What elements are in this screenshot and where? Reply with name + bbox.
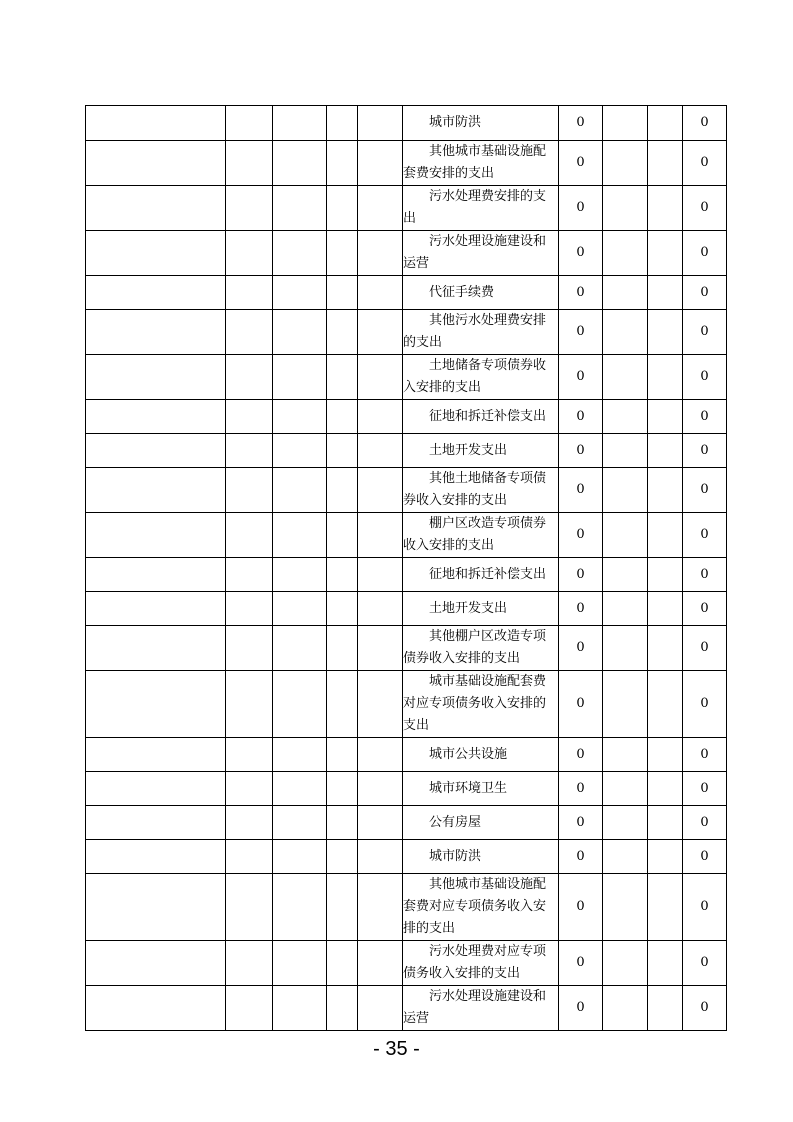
item-value: 0 — [559, 840, 603, 874]
empty-cell — [603, 231, 648, 276]
table-row — [86, 738, 727, 772]
item-name: 其他城市基础设施配套费安排的支出 — [403, 141, 559, 186]
empty-cell — [603, 355, 648, 400]
empty-cell — [648, 738, 683, 772]
item-value: 0 — [683, 355, 727, 400]
empty-cell — [273, 513, 327, 558]
item-name: 城市防洪 — [403, 106, 559, 141]
empty-cell — [327, 806, 358, 840]
empty-cell — [358, 986, 403, 1031]
empty-cell — [648, 874, 683, 941]
empty-cell — [648, 941, 683, 986]
empty-cell — [603, 806, 648, 840]
empty-cell — [86, 806, 226, 840]
empty-cell — [327, 874, 358, 941]
empty-cell — [603, 106, 648, 141]
empty-cell — [226, 738, 273, 772]
empty-cell — [603, 186, 648, 231]
item-value: 0 — [559, 186, 603, 231]
empty-cell — [226, 141, 273, 186]
item-value: 0 — [683, 434, 727, 468]
empty-cell — [603, 434, 648, 468]
item-value: 0 — [683, 874, 727, 941]
table-row — [86, 468, 727, 513]
empty-cell — [603, 671, 648, 738]
empty-cell — [273, 806, 327, 840]
item-value: 0 — [683, 106, 727, 141]
empty-cell — [226, 513, 273, 558]
item-value: 0 — [683, 141, 727, 186]
item-name: 污水处理设施建设和运营 — [403, 231, 559, 276]
empty-cell — [603, 468, 648, 513]
empty-cell — [273, 840, 327, 874]
empty-cell — [86, 400, 226, 434]
item-value: 0 — [683, 671, 727, 738]
empty-cell — [226, 874, 273, 941]
item-value: 0 — [683, 276, 727, 310]
empty-cell — [86, 558, 226, 592]
item-value: 0 — [559, 231, 603, 276]
empty-cell — [327, 558, 358, 592]
table-row — [86, 986, 727, 1031]
empty-cell — [358, 558, 403, 592]
empty-cell — [327, 231, 358, 276]
empty-cell — [358, 806, 403, 840]
item-name: 城市基础设施配套费对应专项债务收入安排的支出 — [403, 671, 559, 738]
empty-cell — [358, 231, 403, 276]
empty-cell — [648, 186, 683, 231]
empty-cell — [86, 874, 226, 941]
empty-cell — [327, 738, 358, 772]
empty-cell — [358, 671, 403, 738]
empty-cell — [648, 592, 683, 626]
empty-cell — [273, 468, 327, 513]
empty-cell — [226, 434, 273, 468]
empty-cell — [86, 310, 226, 355]
empty-cell — [358, 434, 403, 468]
empty-cell — [86, 276, 226, 310]
empty-cell — [86, 468, 226, 513]
empty-cell — [226, 186, 273, 231]
item-name: 城市环境卫生 — [403, 772, 559, 806]
empty-cell — [273, 671, 327, 738]
empty-cell — [648, 986, 683, 1031]
item-name: 征地和拆迁补偿支出 — [403, 558, 559, 592]
item-name: 其他城市基础设施配套费对应专项债务收入安排的支出 — [403, 874, 559, 941]
empty-cell — [327, 400, 358, 434]
item-value: 0 — [559, 772, 603, 806]
empty-cell — [358, 310, 403, 355]
item-value: 0 — [559, 310, 603, 355]
empty-cell — [86, 355, 226, 400]
empty-cell — [327, 671, 358, 738]
empty-cell — [358, 186, 403, 231]
empty-cell — [358, 772, 403, 806]
table-row — [86, 626, 727, 671]
item-value: 0 — [683, 840, 727, 874]
empty-cell — [273, 231, 327, 276]
table-row — [86, 941, 727, 986]
empty-cell — [603, 626, 648, 671]
item-name: 污水处理设施建设和运营 — [403, 986, 559, 1031]
item-value: 0 — [683, 772, 727, 806]
empty-cell — [226, 310, 273, 355]
empty-cell — [358, 276, 403, 310]
empty-cell — [226, 400, 273, 434]
empty-cell — [86, 141, 226, 186]
empty-cell — [273, 941, 327, 986]
empty-cell — [648, 276, 683, 310]
table-row — [86, 592, 727, 626]
empty-cell — [603, 310, 648, 355]
table-row — [86, 141, 727, 186]
table-row — [86, 355, 727, 400]
item-value: 0 — [559, 671, 603, 738]
page-number: - 35 - — [373, 1038, 420, 1060]
empty-cell — [86, 671, 226, 738]
item-value: 0 — [683, 986, 727, 1031]
empty-cell — [86, 434, 226, 468]
empty-cell — [603, 941, 648, 986]
empty-cell — [358, 106, 403, 141]
item-name: 土地开发支出 — [403, 434, 559, 468]
empty-cell — [358, 941, 403, 986]
empty-cell — [648, 310, 683, 355]
item-name: 污水处理费对应专项债务收入安排的支出 — [403, 941, 559, 986]
table-row — [86, 806, 727, 840]
empty-cell — [358, 141, 403, 186]
empty-cell — [648, 626, 683, 671]
empty-cell — [603, 986, 648, 1031]
empty-cell — [603, 141, 648, 186]
item-value: 0 — [683, 400, 727, 434]
empty-cell — [226, 840, 273, 874]
item-value: 0 — [559, 468, 603, 513]
item-name: 代征手续费 — [403, 276, 559, 310]
empty-cell — [226, 592, 273, 626]
empty-cell — [86, 231, 226, 276]
item-name: 城市防洪 — [403, 840, 559, 874]
item-value: 0 — [559, 276, 603, 310]
empty-cell — [273, 400, 327, 434]
table-row — [86, 310, 727, 355]
empty-cell — [603, 276, 648, 310]
empty-cell — [226, 468, 273, 513]
item-value: 0 — [559, 986, 603, 1031]
empty-cell — [86, 186, 226, 231]
empty-cell — [273, 874, 327, 941]
item-name: 土地储备专项债券收入安排的支出 — [403, 355, 559, 400]
empty-cell — [226, 986, 273, 1031]
empty-cell — [327, 310, 358, 355]
empty-cell — [226, 355, 273, 400]
table-row — [86, 276, 727, 310]
item-value: 0 — [683, 626, 727, 671]
table-row — [86, 558, 727, 592]
empty-cell — [273, 592, 327, 626]
empty-cell — [327, 986, 358, 1031]
empty-cell — [648, 355, 683, 400]
table-row — [86, 186, 727, 231]
item-value: 0 — [559, 513, 603, 558]
empty-cell — [358, 468, 403, 513]
item-value: 0 — [559, 355, 603, 400]
empty-cell — [358, 738, 403, 772]
item-value: 0 — [559, 592, 603, 626]
empty-cell — [226, 558, 273, 592]
item-name: 污水处理费安排的支出 — [403, 186, 559, 231]
empty-cell — [226, 806, 273, 840]
empty-cell — [603, 840, 648, 874]
empty-cell — [226, 276, 273, 310]
empty-cell — [648, 106, 683, 141]
empty-cell — [273, 186, 327, 231]
item-value: 0 — [559, 106, 603, 141]
empty-cell — [226, 626, 273, 671]
table-row — [86, 772, 727, 806]
empty-cell — [226, 941, 273, 986]
empty-cell — [327, 106, 358, 141]
empty-cell — [327, 355, 358, 400]
empty-cell — [648, 558, 683, 592]
table-row — [86, 513, 727, 558]
empty-cell — [648, 671, 683, 738]
empty-cell — [86, 986, 226, 1031]
item-value: 0 — [683, 806, 727, 840]
item-name: 棚户区改造专项债券收入安排的支出 — [403, 513, 559, 558]
item-name: 征地和拆迁补偿支出 — [403, 400, 559, 434]
table-row — [86, 106, 727, 141]
empty-cell — [86, 772, 226, 806]
empty-cell — [327, 941, 358, 986]
empty-cell — [273, 986, 327, 1031]
item-value: 0 — [559, 141, 603, 186]
empty-cell — [358, 626, 403, 671]
item-name: 其他棚户区改造专项债券收入安排的支出 — [403, 626, 559, 671]
budget-table — [85, 105, 727, 1031]
item-value: 0 — [683, 738, 727, 772]
empty-cell — [358, 513, 403, 558]
item-value: 0 — [683, 941, 727, 986]
empty-cell — [648, 400, 683, 434]
item-value: 0 — [559, 558, 603, 592]
empty-cell — [86, 840, 226, 874]
empty-cell — [648, 806, 683, 840]
empty-cell — [603, 513, 648, 558]
empty-cell — [86, 626, 226, 671]
item-value: 0 — [683, 186, 727, 231]
item-value: 0 — [559, 626, 603, 671]
item-name: 其他土地储备专项债券收入安排的支出 — [403, 468, 559, 513]
empty-cell — [327, 626, 358, 671]
table-row — [86, 874, 727, 941]
item-name: 其他污水处理费安排的支出 — [403, 310, 559, 355]
table-row — [86, 840, 727, 874]
empty-cell — [603, 738, 648, 772]
empty-cell — [226, 231, 273, 276]
item-value: 0 — [559, 941, 603, 986]
empty-cell — [603, 772, 648, 806]
table-row — [86, 434, 727, 468]
empty-cell — [648, 840, 683, 874]
empty-cell — [603, 400, 648, 434]
item-value: 0 — [559, 806, 603, 840]
table-row — [86, 231, 727, 276]
item-value: 0 — [683, 231, 727, 276]
empty-cell — [358, 592, 403, 626]
empty-cell — [273, 276, 327, 310]
empty-cell — [273, 772, 327, 806]
item-value: 0 — [683, 468, 727, 513]
empty-cell — [358, 840, 403, 874]
empty-cell — [358, 400, 403, 434]
item-name: 城市公共设施 — [403, 738, 559, 772]
empty-cell — [273, 434, 327, 468]
item-value: 0 — [683, 558, 727, 592]
empty-cell — [226, 772, 273, 806]
empty-cell — [327, 840, 358, 874]
empty-cell — [86, 106, 226, 141]
empty-cell — [273, 626, 327, 671]
empty-cell — [327, 513, 358, 558]
empty-cell — [226, 671, 273, 738]
table-row — [86, 671, 727, 738]
empty-cell — [273, 106, 327, 141]
empty-cell — [273, 310, 327, 355]
empty-cell — [327, 592, 358, 626]
table-body — [86, 106, 727, 1031]
item-value: 0 — [683, 592, 727, 626]
empty-cell — [358, 874, 403, 941]
empty-cell — [648, 513, 683, 558]
empty-cell — [226, 106, 273, 141]
empty-cell — [86, 738, 226, 772]
empty-cell — [603, 558, 648, 592]
item-name: 土地开发支出 — [403, 592, 559, 626]
empty-cell — [358, 355, 403, 400]
empty-cell — [648, 141, 683, 186]
item-name: 公有房屋 — [403, 806, 559, 840]
empty-cell — [648, 772, 683, 806]
empty-cell — [273, 738, 327, 772]
empty-cell — [327, 434, 358, 468]
empty-cell — [648, 434, 683, 468]
item-value: 0 — [683, 310, 727, 355]
empty-cell — [273, 558, 327, 592]
empty-cell — [648, 468, 683, 513]
empty-cell — [327, 276, 358, 310]
item-value: 0 — [683, 513, 727, 558]
empty-cell — [327, 186, 358, 231]
empty-cell — [603, 874, 648, 941]
empty-cell — [648, 231, 683, 276]
empty-cell — [86, 592, 226, 626]
empty-cell — [86, 941, 226, 986]
item-value: 0 — [559, 434, 603, 468]
empty-cell — [327, 772, 358, 806]
table-row — [86, 400, 727, 434]
empty-cell — [327, 141, 358, 186]
item-value: 0 — [559, 400, 603, 434]
empty-cell — [327, 468, 358, 513]
empty-cell — [273, 355, 327, 400]
empty-cell — [273, 141, 327, 186]
empty-cell — [86, 513, 226, 558]
empty-cell — [603, 592, 648, 626]
item-value: 0 — [559, 874, 603, 941]
item-value: 0 — [559, 738, 603, 772]
